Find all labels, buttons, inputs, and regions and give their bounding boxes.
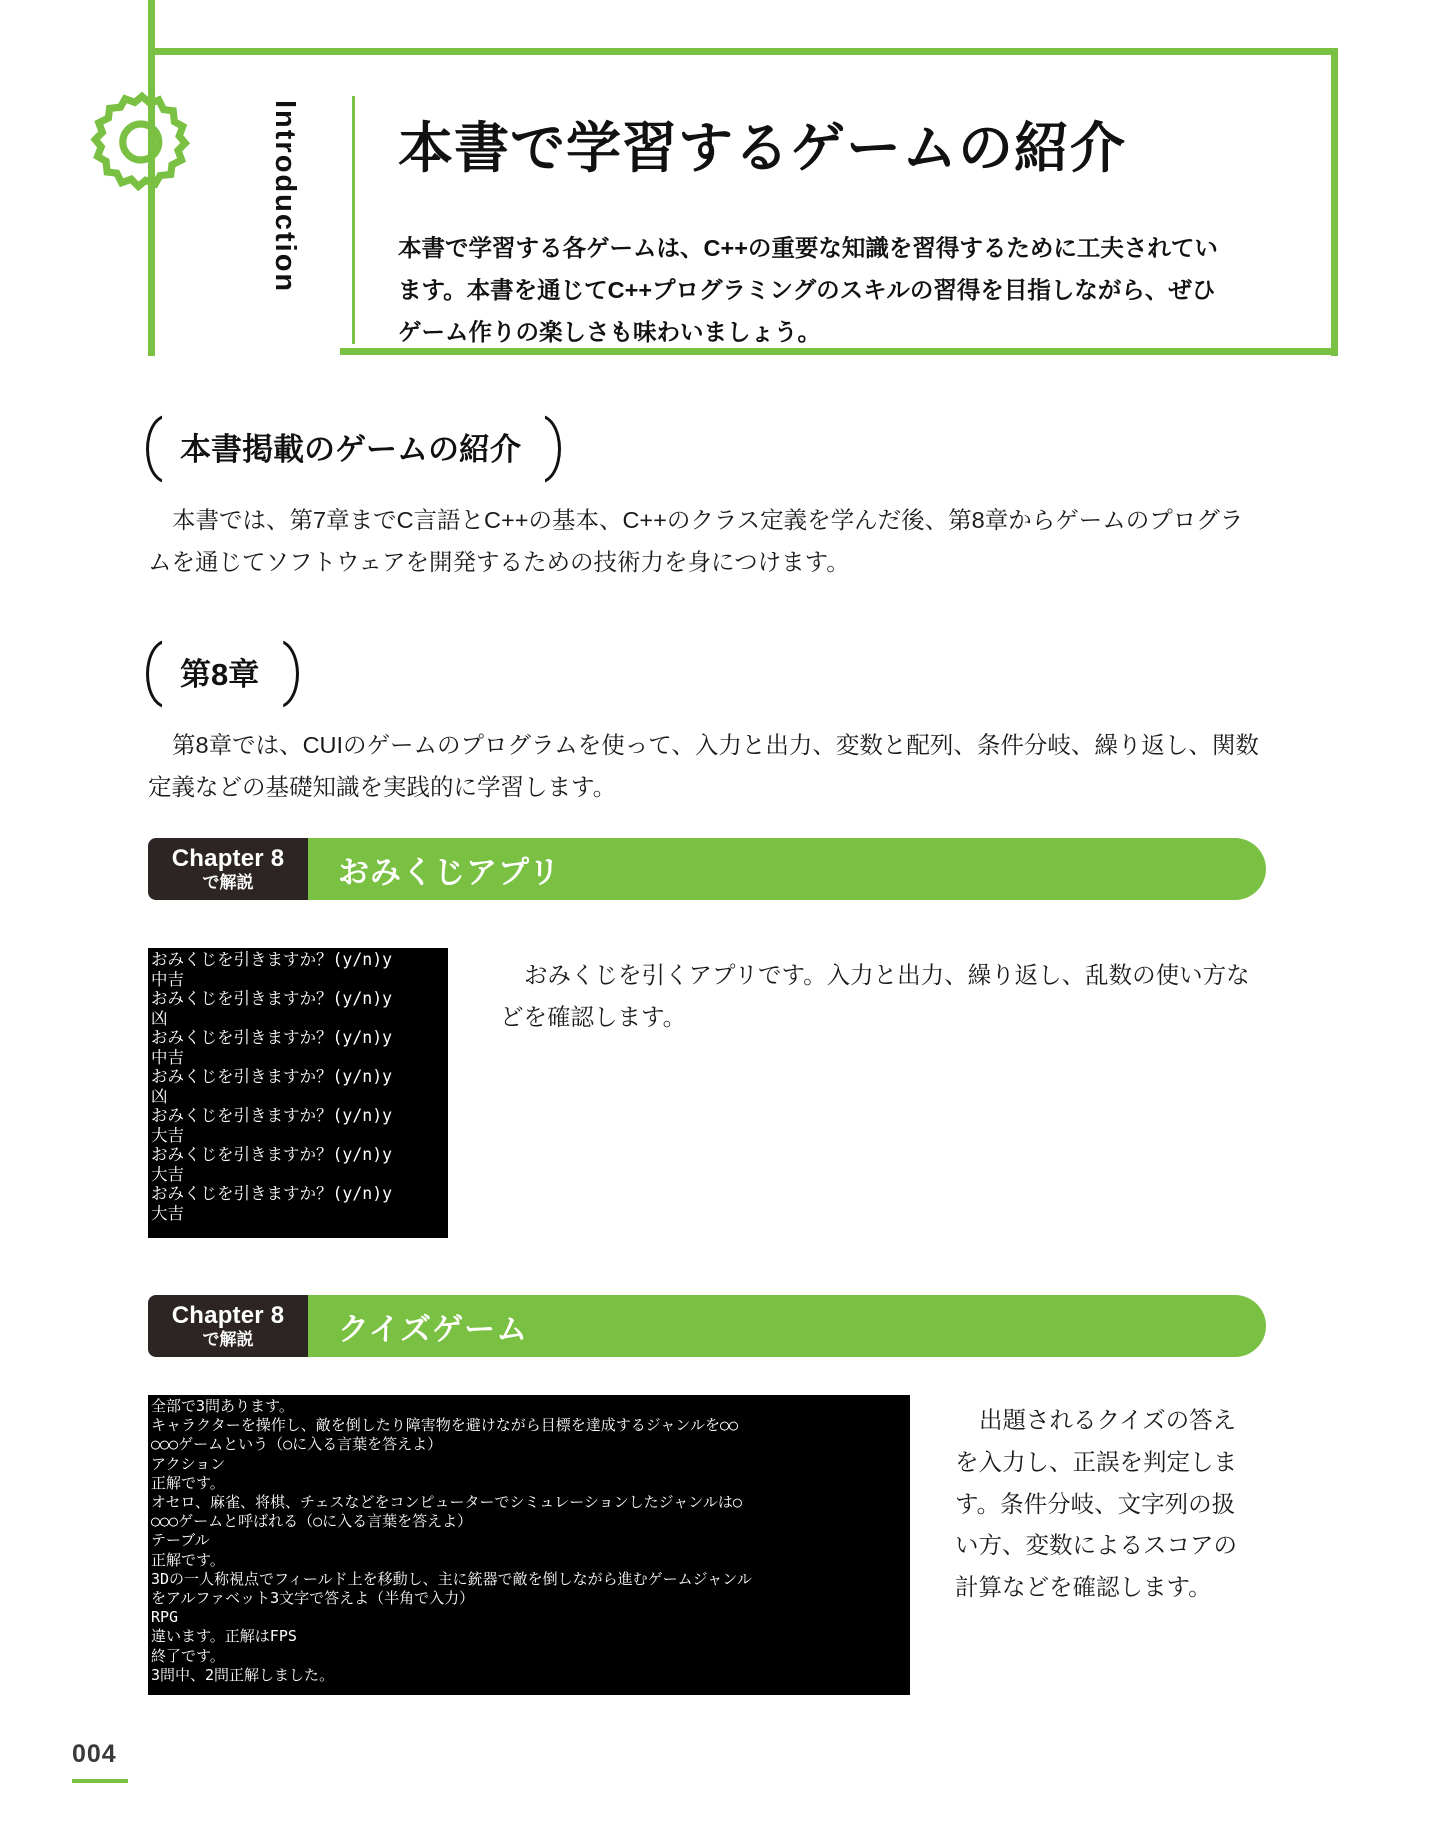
- chapter-tag-1-sub: で解説: [202, 872, 254, 892]
- section-heading-2: [138, 640, 301, 702]
- console-line: おみくじを引きますか？(y/n)y: [151, 1067, 393, 1086]
- console-line: おみくじを引きますか？(y/n)y: [151, 1145, 393, 1164]
- bracket-right-icon: [537, 415, 563, 477]
- console-line: アクション: [151, 1454, 226, 1473]
- page-eyebrow: Introduction: [269, 100, 301, 294]
- chapter-tag-1: [148, 838, 308, 900]
- chapter-tag-2-sub: で解説: [202, 1329, 254, 1349]
- console-line: 大吉: [151, 1164, 184, 1184]
- chapter-tag-1-main: Chapter 8: [171, 845, 285, 873]
- console-line: おみくじを引きますか？(y/n)y: [151, 1106, 393, 1125]
- section-heading-1: [138, 415, 563, 477]
- console-line: 3Dの一人称視点でフィールド上を移動し、主に銃器で敵を倒しながら進むゲームジャンル: [151, 1569, 752, 1588]
- decorative-horizontal-rule-top: [148, 48, 1338, 55]
- console-line: おみくじを引きますか？(y/n)y: [151, 950, 393, 969]
- console-line: キャラクターを操作し、敵を倒したり障害物を避けながら目標を達成するジャンルを○○: [151, 1416, 739, 1435]
- section-body-1: 本書では、第7章までC言語とC++の基本、C++のクラス定義を学んだ後、第8章からゲームのプログラムを通じてソフトウェアを開発するための技術力を身につけます。: [148, 507, 1244, 575]
- chapter-bar-1-label: おみくじアプリ: [338, 854, 561, 890]
- bracket-left-icon: [138, 640, 164, 702]
- decorative-vertical-rule-right: [1331, 48, 1338, 356]
- page-number: 004: [72, 1740, 117, 1768]
- chapter-banner-quiz: [148, 1295, 1266, 1357]
- chapter-tag-2-main: Chapter 8: [171, 1302, 285, 1330]
- console-line: 中吉: [151, 969, 184, 989]
- page-title: 本書で学習するゲームの紹介: [398, 117, 1127, 179]
- console-line: おみくじを引きますか？(y/n)y: [151, 1184, 393, 1203]
- bracket-right-icon: [275, 640, 301, 702]
- console-screenshot-quiz: [148, 1395, 910, 1695]
- console-line: をアルファベット3文字で答えよ（半角で入力）: [151, 1589, 475, 1608]
- section-heading-1-label: 本書掲載のゲームの紹介: [180, 431, 521, 467]
- console-line: テーブル: [151, 1531, 210, 1550]
- console-line: 大吉: [151, 1203, 184, 1223]
- console-line: 凶: [151, 1086, 168, 1106]
- console-line: おみくじを引きますか？(y/n)y: [151, 1028, 393, 1047]
- console-line: 正解です。: [151, 1473, 225, 1492]
- console-line: ○○○ゲームと呼ばれる（○に入る言葉を答えよ）: [151, 1512, 473, 1531]
- chapter-bar-2: [300, 1295, 1266, 1357]
- console-line: 終了です。: [151, 1646, 225, 1665]
- console-line: オセロ、麻雀、将棋、チェスなどをコンピューターでシミュレーションしたジャンルは○: [151, 1493, 742, 1512]
- console-line: 大吉: [151, 1125, 184, 1145]
- page-lead-paragraph: 本書で学習する各ゲームは、C++の重要な知識を習得するために工夫されています。本書を通じてC++プログラミングのスキルの習得を目指しながら、ぜひゲーム作りの楽しさも味わいましょう。: [398, 235, 1218, 345]
- game-caption-omikuji: おみくじを引くアプリです。入力と出力、繰り返し、乱数の使い方などを確認します。: [500, 962, 1250, 1030]
- header-divider: [352, 96, 355, 344]
- console-line: 全部で3問あります。: [151, 1397, 294, 1415]
- chapter-bar-1: [300, 838, 1266, 900]
- bracket-left-icon: [138, 415, 164, 477]
- console-screenshot-omikuji: [148, 948, 448, 1238]
- footer-rule: [72, 1779, 128, 1783]
- chapter-banner-omikuji: [148, 838, 1266, 900]
- console-line: 中吉: [151, 1047, 184, 1067]
- chapter-tag-2: [148, 1295, 308, 1357]
- console-line: 凶: [151, 1008, 168, 1028]
- game-caption-quiz: 出題されるクイズの答えを入力し、正誤を判定します。条件分岐、文字列の扱い方、変数によるスコアの計算などを確認します。: [955, 1407, 1237, 1601]
- console-line: RPG: [151, 1608, 179, 1627]
- gear-icon: [82, 82, 202, 202]
- console-line: 違います。正解はFPS: [151, 1627, 297, 1646]
- console-line: おみくじを引きますか？(y/n)y: [151, 989, 393, 1008]
- chapter-bar-2-label: クイズゲーム: [338, 1311, 529, 1347]
- console-line: 3問中、2問正解しました。: [151, 1665, 335, 1684]
- console-line: 正解です。: [151, 1550, 225, 1569]
- section-heading-2-label: 第8章: [180, 656, 260, 692]
- console-line: ○○○ゲームという（○に入る言葉を答えよ）: [151, 1435, 443, 1454]
- section-body-2: 第8章では、CUIのゲームのプログラムを使って、入力と出力、変数と配列、条件分岐、繰り返し、関数定義などの基礎知識を実践的に学習します。: [148, 732, 1259, 800]
